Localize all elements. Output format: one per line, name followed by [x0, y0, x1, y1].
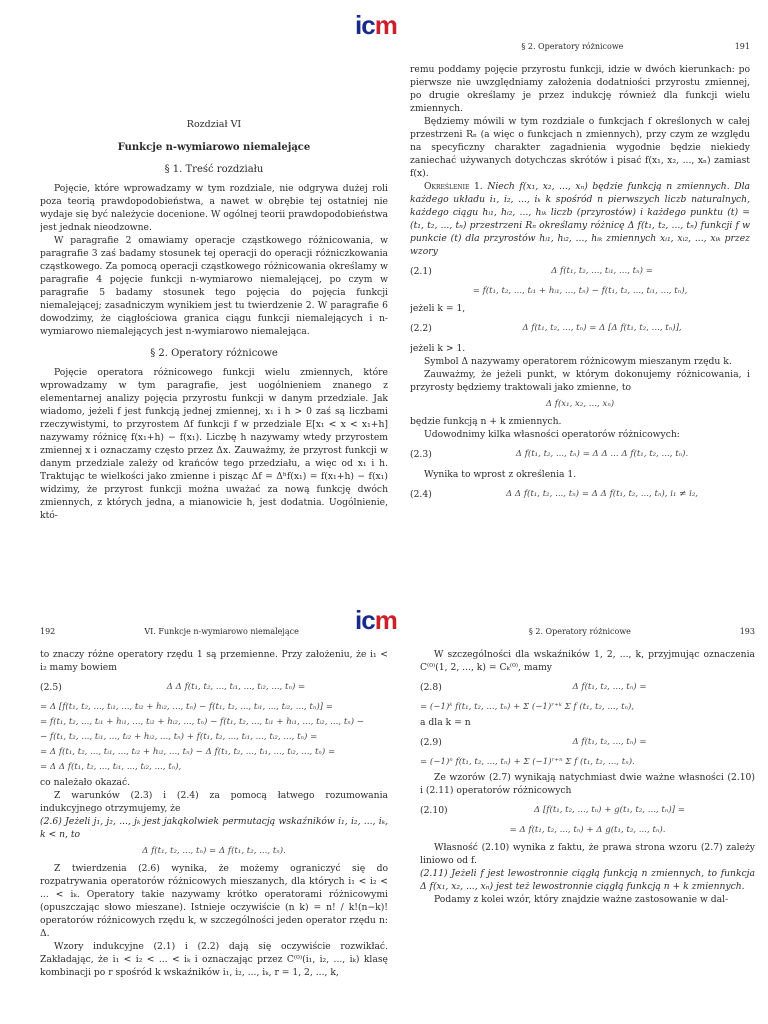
equation-line: = f(t₁, t₂, ..., tᵢ₁ + hᵢ₁, ..., tᵢ₂ + hᵢ₂, ..., tₙ) − f(t₁, t₂, ..., tᵢ₁ + hᵢ₁, ..., tᵢ₂, ..., tₙ) −: [40, 717, 365, 727]
paragraph: W szczególności dla wskaźników 1, 2, ..., k, przyjmując oznaczenia C⁽⁰⁾(1, 2, ..., k) = Cₖ⁽⁰⁾, mamy: [420, 649, 755, 673]
equation-number: (2.1): [410, 266, 432, 277]
definition: [410, 180, 750, 258]
page-number: 191: [734, 42, 750, 51]
page-number: 192: [40, 627, 56, 636]
equation-line: = (−1)ᵏ f(t₁, t₂, ..., tₙ) + Σ (−1)ʳ⁺ᵏ Σ f (t₁, t₂, ..., tₙ),: [420, 702, 635, 712]
condition: a dla k = n: [420, 717, 471, 728]
header-title: VI. Funkcje n-wymiarowo niemalejące: [144, 627, 299, 636]
logo-text-m: m: [374, 605, 397, 635]
equation-body: = f(t₁, t₂, ..., tᵢ₁ + hᵢ₁, ..., tₙ) − f(t₁, t₂, ..., tᵢ₁, ..., tₙ),: [472, 286, 688, 296]
equation-body: Δ f(t₁, t₂, ..., tₙ) =: [572, 682, 647, 692]
header-title: § 2. Operatory różnicowe: [528, 627, 631, 636]
paragraph: to znaczy różne operatory rzędu 1 są przemienne. Przy założeniu, że i₁ < i₂ mamy bowiem: [40, 649, 388, 673]
equation-body: = Δ f(t₁, t₂, ..., tₙ) + Δ g(t₁, t₂, ..., tₙ).: [509, 825, 666, 835]
paragraph: Pojęcie operatora różnicowego funkcji wielu zmiennych, które wprowadzamy w tym paragrafie, jest uogólnieniem znanego z elementarnej analizy pojęcia przyrostu funkcji w danym przedziale. Jak wiadomo, jeżeli f jest funkcją jednej zmiennej, x₁ i h > 0 zaś są liczbami rzeczywistymi, to przyrostem Δf funkcji f w przedziale E[x₁ < x < x₁+h] nazywamy różnicę f(x₁+h) − f(x₁). Liczbę h nazywamy wtedy przyrostem zmiennej x i oznaczamy często przez Δx. Zauważmy, że przyrost funkcji w danym przedziale zależy od krańców tego przedziału, a więc od x₁ i h. Traktując te wielkości jako zmienne i pisząc Δf = Δʰf(x₁) = f(x₁+h) − f(x₁) widzimy, że przyrost funkcji można uważać za nową funkcję dwóch zmiennych, z których jedna, a mianowicie h, jest dodatnia. Uogólnienie, któ-: [40, 367, 388, 521]
paragraph: Własność (2.10) wynika z faktu, że prawa strona wzoru (2.7) zależy liniowo od f.: [420, 842, 755, 866]
equation-2-3: [410, 448, 750, 461]
equation-2-2: [410, 322, 750, 335]
page-192: [40, 625, 388, 1024]
paragraph: Ze wzorów (2.7) wynikają natychmiast dwie ważne własności (2.10) i (2.11) operatorów różnicowych: [420, 772, 755, 796]
equation-number: (2.10): [420, 805, 448, 816]
paragraph: Z twierdzenia (2.6) wynika, że możemy ograniczyć się do rozpatrywania operatorów różnicowych mieszanych, dla których i₁ < i₂ < ... < iₖ. Operatory takie nazywamy krótko operatorami różnicowymi (opuszczając słowo mieszane). Istnieje oczywiście (n k) = n! / k!(n−k)! operatorów różnicowych rzędu k, w szczególności jeden operator rzędu n: Δ.: [40, 863, 388, 939]
equation-body: Δ f(t₁, t₂, ..., tₙ) = Δ [Δ f(t₁, t₂, ..., tₙ)],: [522, 323, 682, 333]
paragraph: Symbol Δ nazywamy operatorem różnicowym mieszanym rzędu k.: [424, 356, 732, 367]
section-title: § 2. Operatory różnicowe: [150, 348, 278, 359]
page-193: [420, 625, 755, 1024]
definition-label: Określenie 1.: [424, 181, 483, 192]
page-number: 193: [739, 627, 755, 636]
equation-number: (2.5): [40, 682, 62, 693]
equation-2-10: [420, 804, 755, 817]
running-header: [410, 40, 750, 53]
paragraph: remu poddamy pojęcie przyrostu funkcji, idzie w dwóch kierunkach: po pierwsze nie uwzględniamy założenia dodatniości przyrostu zmiennej, po drugie określamy je przez indukcję również dla funkcji wielu zmiennych.: [410, 64, 750, 114]
paragraph: Wynika to wprost z określenia 1.: [424, 469, 577, 480]
chapter-label: Rozdział VI: [186, 119, 242, 130]
equation-2-9: [420, 736, 755, 749]
icm-logo: [355, 10, 411, 40]
logo-text-m: m: [374, 10, 397, 40]
equation-body: Δ f(t₁, t₂, ..., tₙ) =: [572, 737, 647, 747]
condition: jeżeli k > 1.: [410, 343, 466, 354]
theorem: (2.11) Jeżeli f jest lewostronnie ciągłą funkcją n zmiennych, to funkcja Δ f(x₁, x₂, ..., xₙ) jest też lewostronnie ciągłą funkcją n + k zmiennych.: [420, 868, 755, 892]
paragraph: Będziemy mówili w tym rozdziale o funkcjach f określonych w całej przestrzeni Rₙ (a więc o funkcjach n zmiennych), przy czym ze względu na specyficzny charakter zagadnienia wygodnie będzie niekiedy zaniechać używanych dotychczas skrótów i pisać f(x₁, x₂, ..., xₙ) zamiast f(x).: [410, 116, 750, 179]
equation-body: Δ f(t₁, t₂, ..., tᵢ₁, ..., tₙ) =: [551, 266, 653, 276]
header-title: § 2. Operatory różnicowe: [521, 42, 624, 51]
equation-2-1: [410, 265, 750, 278]
equation-line: = Δ [f(t₁, t₂, ..., tᵢ₁, ..., tᵢ₂ + hᵢ₂, ..., tₙ) − f(t₁, t₂, ..., tᵢ₁, ..., tᵢ₂, ..., tₙ)] =: [40, 702, 333, 712]
equation-line: = Δ f(t₁, t₂, ..., tᵢ₁, ..., tᵢ₂ + hᵢ₂, ..., tₙ) − Δ f(t₁, t₂, ..., tᵢ₁, ..., tᵢ₂, ..., tₙ) =: [40, 747, 336, 757]
equation-line: = Δ Δ f(t₁, t₂, ..., tᵢ₁, ..., tᵢ₂, ..., tₙ),: [40, 762, 182, 772]
equation-2-8: [420, 681, 755, 694]
logo-text-ic: ic: [355, 605, 375, 635]
paragraph: będzie funkcją n + k zmiennych.: [410, 416, 562, 427]
paragraph: Wzory indukcyjne (2.1) i (2.2) dają się oczywiście rozwikłać. Zakładając, że i₁ < i₂ < ... < iₖ i oznaczając przez C⁽⁰⁾(i₁, i₂, ..., iₖ) klasę kombinacji po r spośród k wskaźników i₁, i₂, ..., iₖ, r = 1, 2, ..., k,: [40, 941, 388, 978]
logo-text-ic: ic: [355, 10, 375, 40]
equation-body: Δ Δ f(t₁, t₂, ..., tₙ) = Δ Δ f(t₁, t₂, ..., tₙ), i₁ ≠ i₂,: [505, 489, 699, 499]
equation-body: Δ f(t₁, t₂, ..., tₙ) = Δ f(t₁, t₂, ..., tₙ).: [142, 846, 286, 856]
equation-2-4: [410, 488, 750, 501]
equation-number: (2.9): [420, 737, 442, 748]
running-header: [420, 625, 755, 638]
paragraph: Pojęcie, które wprowadzamy w tym rozdziale, nie odgrywa dużej roli poza teorią prawdopodobieństwa, a nawet w obrębie tej ostatniej nie wydaje się być należycie docenione. W ogólnej teorii prawdopodobieństwa jest jednak nieodzowne.: [40, 183, 388, 233]
paragraph: co należało okazać.: [40, 777, 131, 788]
equation-number: (2.8): [420, 682, 442, 693]
chapter-title: Funkcje n-wymiarowo niemalejące: [117, 142, 311, 153]
paragraph: Udowodnimy kilka własności operatorów różnicowych:: [424, 429, 680, 440]
equation-number: (2.4): [410, 489, 432, 500]
running-header: [40, 625, 388, 638]
equation-body: Δ f(t₁, t₂, ..., tₙ) = Δ Δ ... Δ f(t₁, t₂, ..., tₙ).: [515, 449, 689, 459]
theorem: (2.6) Jeżeli j₁, j₂, ..., jₖ jest jakąkolwiek permutacją wskaźników i₁, i₂, ..., iₖ, k < n, to: [40, 816, 388, 840]
equation-number: (2.2): [410, 323, 432, 334]
definition-text: Niech f(x₁, x₂, ..., xₙ) będzie funkcją n zmiennych. Dla każdego układu i₁, i₂, ..., iₖ k spośród n pierwszych liczb naturalnych, każdego ciągu hᵢ₁, hᵢ₂, ..., hᵢₖ liczb (przyrostów) i każdego punktu (t) = (t₁, t₂, ..., tₙ) przestrzeni Rₙ określamy różnicę Δ f(t₁, t₂, ..., tₙ) funkcji f w punkcie (t) dla przyrostów hᵢ₁, hᵢ₂, ..., hᵢₖ zmiennych xᵢ₁, xᵢ₂, ..., xᵢₖ przez wzory: [410, 181, 750, 257]
equation-body: Δ Δ f(t₁, t₂, ..., tᵢ₁, ..., tᵢ₂, ..., tₙ) =: [166, 682, 306, 692]
section-title: § 1. Treść rozdziału: [164, 164, 264, 175]
page-191: [410, 40, 750, 560]
paragraph: Z warunków (2.3) i (2.4) za pomocą łatwego rozumowania indukcyjnego otrzymujemy, że: [40, 790, 388, 814]
paragraph: W paragrafie 2 omawiamy operacje cząstkowego różnicowania, w paragrafie 3 zaś badamy stosunek tej operacji do operacji różniczkowania cząstkowego. Za pomocą operacji cząstkowego różnicowania określamy w paragrafie 4 pojęcie funkcji n-wymiarowo niemalejącej, po czym w paragrafie 5 badamy stosunek tego pojęcia do pojęcia funkcji niemalejącej; zasadniczym wynikiem jest tu twierdzenie 2. W paragrafie 6 dowodzimy, że ciągłościowa granica ciągu funkcji niemalejących i n-wymiarowo niemalejących jest n-wymiarowo niemalejąca.: [40, 235, 388, 337]
equation-body: Δ [f(t₁, t₂, ..., tₙ) + g(t₁, t₂, ..., tₙ)] =: [534, 805, 685, 815]
paragraph: Zauważmy, że jeżeli punkt, w którym dokonujemy różnicowania, i przyrosty będziemy traktowali jako zmienne, to: [410, 369, 750, 393]
equation-body: Δ f(x₁, x₂, ..., xₙ): [545, 399, 615, 409]
paragraph: Podamy z kolei wzór, który znajdzie ważne zastosowanie w dal-: [434, 894, 729, 905]
equation-number: (2.3): [410, 449, 432, 460]
equation-line: = (−1)ⁿ f(t₁, t₂, ..., tₙ) + Σ (−1)ʳ⁺ⁿ Σ f (t₁, t₂, ..., tₙ).: [420, 757, 635, 767]
equation-2-5: [40, 681, 388, 694]
condition: jeżeli k = 1,: [410, 303, 466, 314]
equation-line: − f(t₁, t₂, ..., tᵢ₁, ..., tᵢ₂ + hᵢ₂, ..., tₙ) + f(t₁, t₂, ..., tᵢ₁, ..., tᵢ₂, ..., tₙ) =: [40, 732, 318, 742]
page-190: [40, 40, 388, 560]
